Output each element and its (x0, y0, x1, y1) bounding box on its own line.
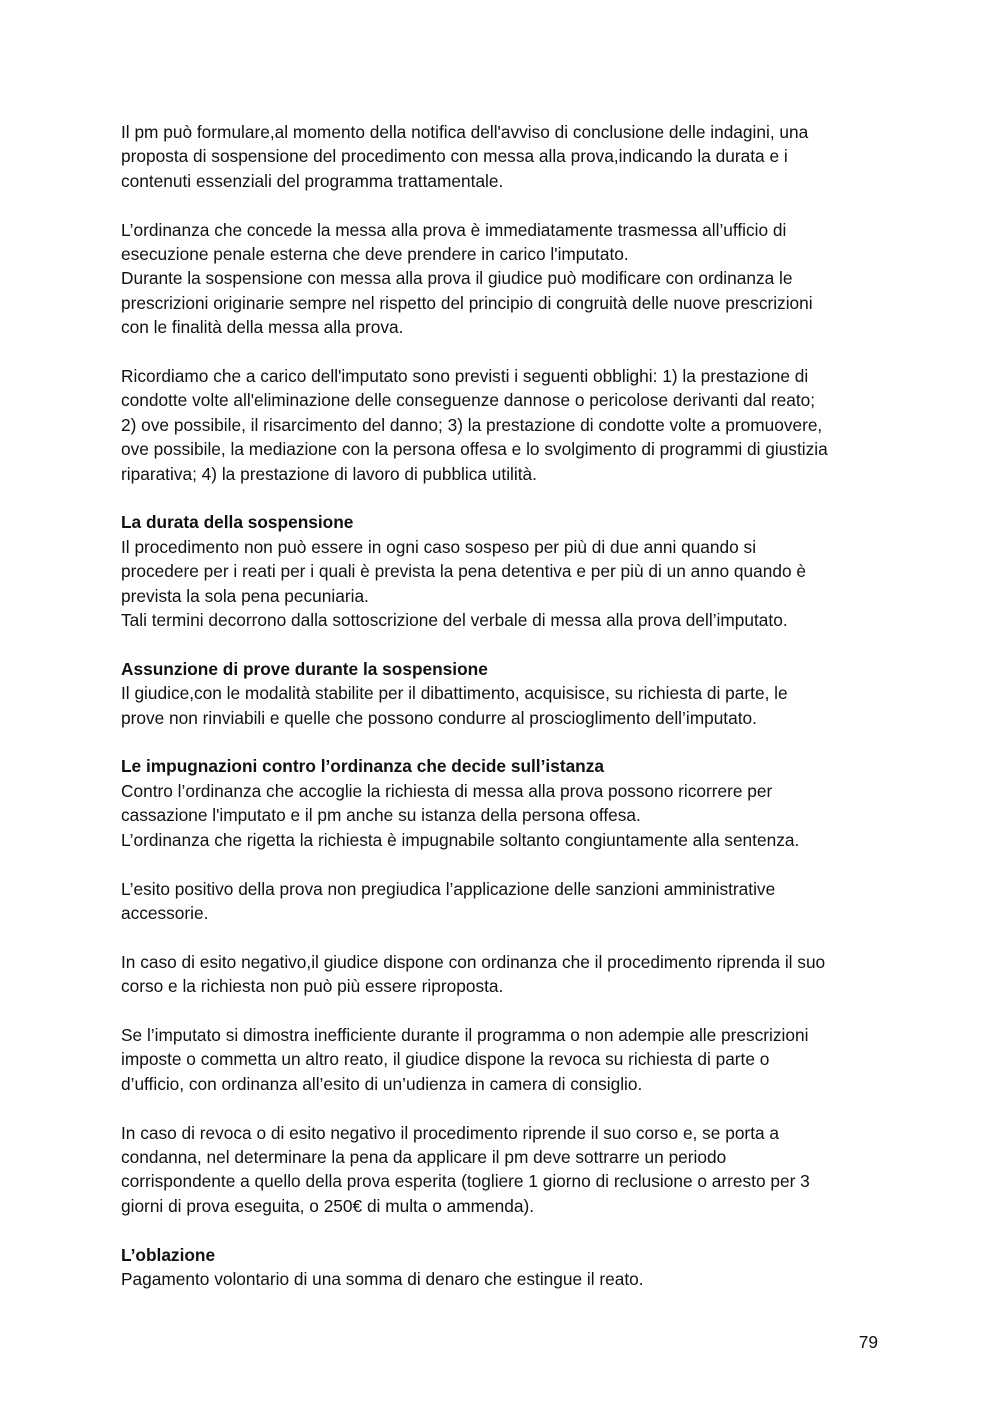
text-line: d’ufficio, con ordinanza all’esito di un’udienza in camera di consiglio. (121, 1073, 643, 1094)
section-heading: L’oblazione (121, 1244, 216, 1265)
text-line: Contro l’ordinanza che accoglie la richiesta di messa alla prova possono ricorrere per (121, 780, 773, 801)
text-line: esecuzione penale esterna che deve prendere in carico l'imputato. (121, 244, 629, 265)
paragraph-obblighi-imputato (121, 364, 881, 486)
text-line: L’ordinanza che rigetta la richiesta è impugnabile soltanto congiuntamente alla sentenza. (121, 829, 800, 850)
section-assunzione-prove (121, 657, 881, 730)
text-line: prove non rinviabili e quelle che possono condurre al proscioglimento dell’imputato. (121, 707, 757, 728)
text-line: contenuti essenziali del programma trattamentale. (121, 170, 504, 191)
text-line: ove possibile, la mediazione con la persona offesa e lo svolgimento di programmi di giustizia (121, 439, 828, 460)
section-impugnazioni (121, 754, 881, 852)
section-oblazione (121, 1243, 881, 1292)
text-line: condanna, nel determinare la pena da applicare il pm deve sottrarre un periodo (121, 1146, 727, 1167)
text-line: imposte o commetta un altro reato, il giudice dispone la revoca su richiesta di parte o (121, 1049, 770, 1070)
section-heading: La durata della sospensione (121, 512, 354, 533)
text-line: 2) ove possibile, il risarcimento del danno; 3) la prestazione di condotte volte a promuovere, (121, 414, 823, 435)
text-line: proposta di sospensione del procedimento con messa alla prova,indicando la durata e i (121, 146, 788, 167)
paragraph-ordinanza-trasmessa (121, 218, 881, 340)
text-line: Il giudice,con le modalità stabilite per il dibattimento, acquisisce, su richiesta di parte, le (121, 683, 788, 704)
text-line: In caso di esito negativo,il giudice dispone con ordinanza che il procedimento riprenda il suo (121, 951, 826, 972)
section-durata-sospensione (121, 510, 881, 632)
page-number: 79 (858, 1332, 878, 1352)
text-line: corrispondente a quello della prova esperita (togliere 1 giorno di reclusione o arresto per 3 (121, 1171, 810, 1192)
text-line: Ricordiamo che a carico dell'imputato sono previsti i seguenti obblighi: 1) la prestazione di (121, 366, 809, 387)
text-line: Il procedimento non può essere in ogni caso sospeso per più di due anni quando si (121, 536, 757, 557)
text-line: L’ordinanza che concede la messa alla prova è immediatamente trasmessa all’ufficio di (121, 219, 787, 240)
text-line: Se l’imputato si dimostra inefficiente durante il programma o non adempie alle prescrizioni (121, 1024, 809, 1045)
text-line: con le finalità della messa alla prova. (121, 317, 404, 338)
text-line: Tali termini decorrono dalla sottoscrizione del verbale di messa alla prova dell’imputato. (121, 610, 788, 631)
text-line: giorni di prova eseguita, o 250€ di multa o ammenda). (121, 1195, 535, 1216)
paragraph-esito-positivo (121, 877, 881, 926)
text-line: procedere per i reati per i quali è prevista la pena detentiva e per più di un anno quando è (121, 561, 806, 582)
text-line: Il pm può formulare,al momento della notifica dell'avviso di conclusione delle indagini, una (121, 122, 809, 142)
paragraph-esito-negativo (121, 950, 881, 999)
text-line: prevista la sola pena pecuniaria. (121, 585, 369, 606)
text-line: condotte volte all'eliminazione delle conseguenze dannose o pericolose derivanti dal reato; (121, 390, 816, 411)
text-line: In caso di revoca o di esito negativo il procedimento riprende il suo corso e, se porta a (121, 1122, 780, 1143)
text-line: Pagamento volontario di una somma di denaro che estingue il reato. (121, 1268, 644, 1289)
text-line: prescrizioni originarie sempre nel rispetto del principio di congruità delle nuove prescrizioni (121, 292, 813, 313)
text-line: Durante la sospensione con messa alla prova il giudice può modificare con ordinanza le (121, 268, 793, 289)
text-line: corso e la richiesta non può più essere riproposta. (121, 976, 504, 997)
section-heading: Assunzione di prove durante la sospensione (121, 658, 488, 679)
page-body (121, 120, 881, 1316)
paragraph-revoca (121, 1023, 881, 1096)
paragraph-revoca-condanna (121, 1121, 881, 1219)
paragraph-proposta-sospensione (121, 120, 881, 193)
section-heading: Le impugnazioni contro l’ordinanza che decide sull’istanza (121, 756, 604, 777)
text-line: accessorie. (121, 902, 209, 923)
text-line: riparativa; 4) la prestazione di lavoro di pubblica utilità. (121, 463, 537, 484)
text-line: L’esito positivo della prova non pregiudica l’applicazione delle sanzioni amministrative (121, 878, 776, 899)
text-line: cassazione l'imputato e il pm anche su istanza della persona offesa. (121, 805, 641, 826)
